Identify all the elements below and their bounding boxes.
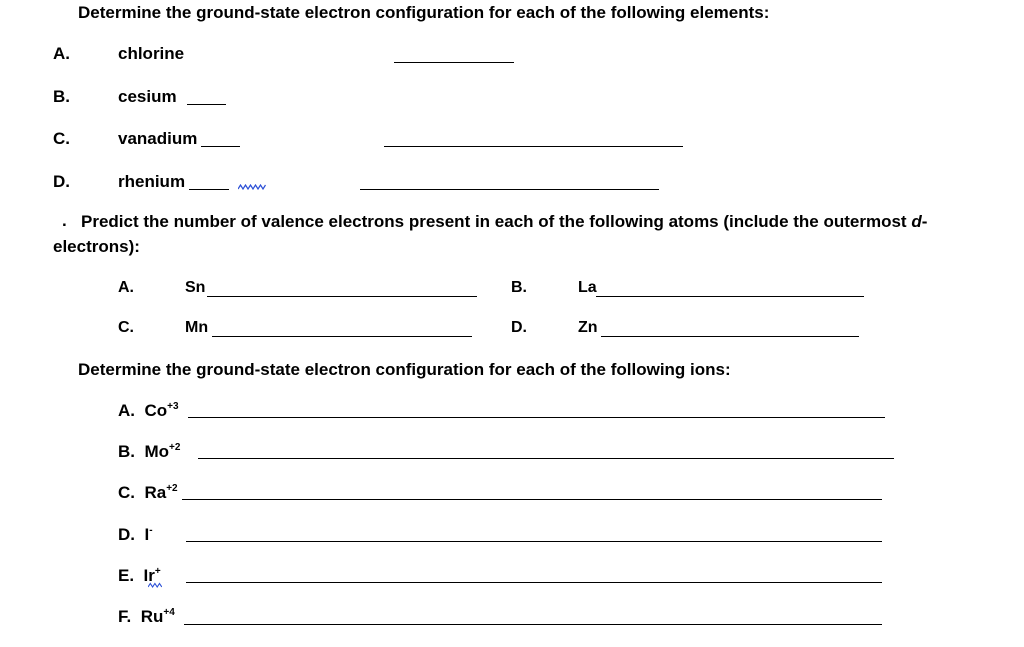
answer-blank[interactable] xyxy=(198,458,894,459)
item-letter: C. xyxy=(53,129,70,148)
ion-label: F. $Ru^{+4}$ xyxy=(118,607,175,626)
ion-label: E. Ir+ xyxy=(118,566,161,585)
ion-label: C. $Ra^{+2}$ xyxy=(118,483,178,502)
spellcheck-squiggle-icon xyxy=(238,183,266,191)
answer-blank[interactable] xyxy=(187,104,226,105)
ion-label: D. I- xyxy=(118,525,153,544)
element-symbol: Zn xyxy=(578,319,598,336)
answer-blank[interactable] xyxy=(189,189,229,190)
section2-heading-line2: electrons): xyxy=(53,237,140,256)
item-letter: A. xyxy=(118,279,134,296)
item-letter: D. xyxy=(511,319,527,336)
answer-blank[interactable] xyxy=(601,336,859,337)
section2-heading: Predict the number of valence electrons present in each of the following atoms (include the outermost d- xyxy=(81,212,928,231)
answer-blank[interactable] xyxy=(188,417,885,418)
item-letter: B. xyxy=(53,87,70,106)
answer-blank[interactable] xyxy=(184,624,882,625)
item-letter: A. xyxy=(53,44,70,63)
element-symbol: La xyxy=(578,279,597,296)
element-label: vanadium xyxy=(118,129,198,148)
element-label: rhenium xyxy=(118,172,186,191)
section3-heading: Determine the ground-state electron configuration for each of the following ions: xyxy=(78,360,731,379)
spellcheck-squiggle-icon xyxy=(148,582,162,589)
item-letter: C. xyxy=(118,319,134,336)
answer-blank[interactable] xyxy=(207,296,477,297)
answer-blank[interactable] xyxy=(201,146,240,147)
item-letter: B. xyxy=(511,279,527,296)
element-label: chlorine xyxy=(118,44,185,63)
answer-blank[interactable] xyxy=(384,146,683,147)
element-symbol: Sn xyxy=(185,279,206,296)
answer-blank[interactable] xyxy=(186,582,882,583)
answer-blank[interactable] xyxy=(394,62,514,63)
answer-blank[interactable] xyxy=(212,336,472,337)
section1-heading: Determine the ground-state electron configuration for each of the following elements: xyxy=(78,3,770,22)
answer-blank[interactable] xyxy=(182,499,882,500)
answer-blank[interactable] xyxy=(360,189,659,190)
item-letter: D. xyxy=(53,172,70,191)
answer-blank[interactable] xyxy=(186,541,882,542)
bullet: . xyxy=(62,211,67,230)
element-symbol: Mn xyxy=(185,319,209,336)
answer-blank[interactable] xyxy=(596,296,864,297)
element-label: cesium xyxy=(118,87,177,106)
ion-label: A. $Co^{+3}$ xyxy=(118,401,179,420)
ion-label: B. $Mo^{+2}$ xyxy=(118,442,181,461)
